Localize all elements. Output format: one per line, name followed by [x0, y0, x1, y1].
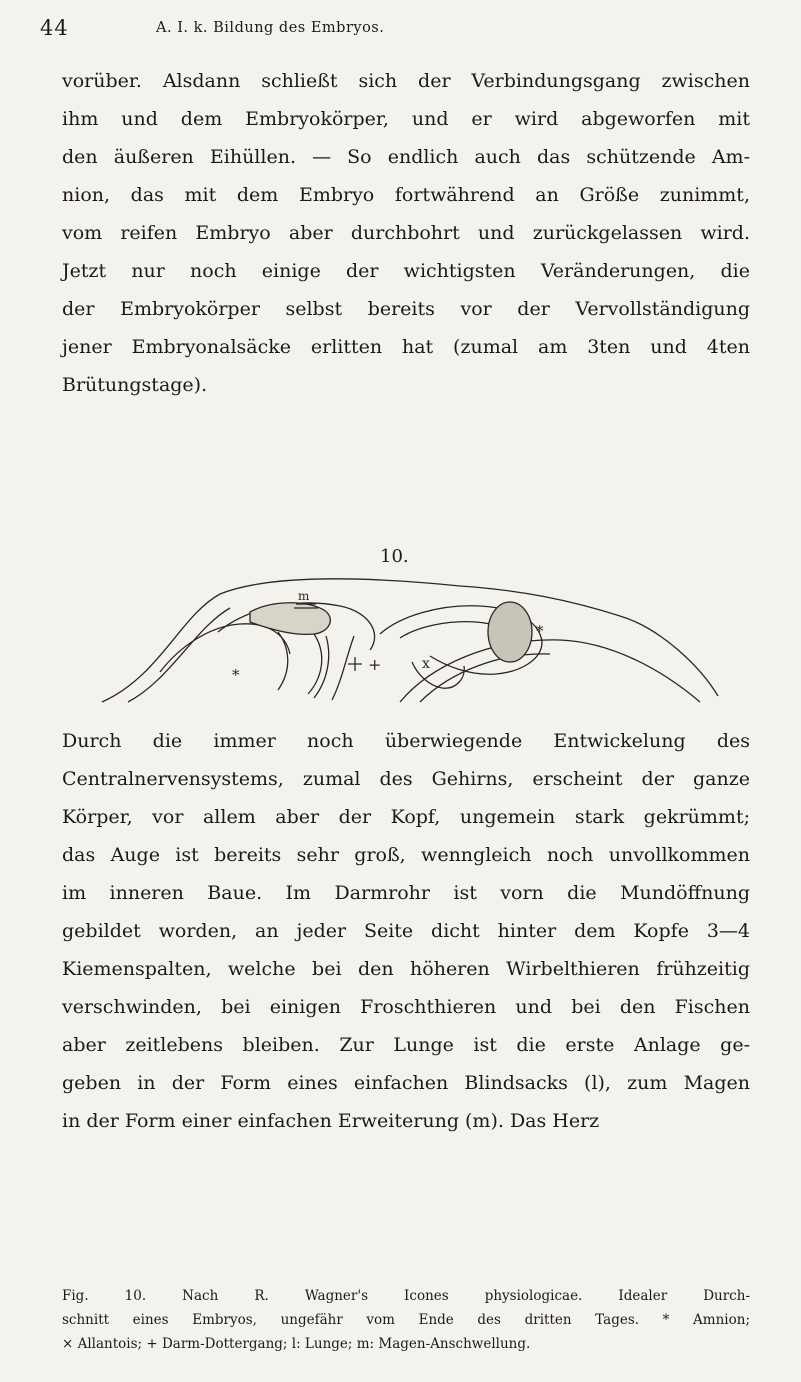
text-line: im inneren Baue. Im Darmrohr ist vorn die Mundöffnung: [62, 882, 750, 904]
text-line: Kiemenspalten, welche bei den höheren Wirbelthieren frühzeitig: [62, 958, 750, 980]
right-membrane-arc: [400, 640, 700, 702]
running-head: [40, 12, 760, 52]
running-title: A. I. k. Bildung des Embryos.: [156, 20, 385, 36]
text-line: Centralnervensystems, zumal des Gehirns, erscheint der ganze: [62, 768, 750, 790]
label-star-top: *: [536, 622, 544, 640]
text-line: Jetzt nur noch einige der wichtigsten Veränderungen, die: [62, 260, 750, 282]
text-line: das Auge ist bereits sehr groß, wenngleich noch unvollkommen: [62, 844, 750, 866]
caption-line: Fig. 10. Nach R. Wagner's Icones physiologicae. Idealer Durch-: [62, 1288, 750, 1304]
text-line: den äußeren Eihüllen. — So endlich auch das schützende Am-: [62, 146, 750, 168]
text-line: verschwinden, bei einigen Froschthieren und bei den Fischen: [62, 996, 750, 1018]
text-line: nion, das mit dem Embryo fortwährend an Größe zunimmt,: [62, 184, 750, 206]
text-line: gebildet worden, an jeder Seite dicht hinter dem Kopfe 3—4: [62, 920, 750, 942]
figure-caption: [62, 1284, 750, 1356]
text-line: geben in der Form eines einfachen Blindsacks (l), zum Magen: [62, 1072, 750, 1094]
caption-line: schnitt eines Embryos, ungefähr vom Ende des dritten Tages. * Amnion;: [62, 1312, 750, 1328]
plus-marker: [348, 657, 362, 671]
text-line: aber zeitlebens bleiben. Zur Lunge ist die erste Anlage ge-: [62, 1034, 750, 1056]
embryo-section-figure: [100, 576, 720, 706]
text-line: vorüber. Alsdann schließt sich der Verbindungsgang zwischen: [62, 70, 750, 92]
caption-line: × Allantois; + Darm-Dottergang; l: Lunge; m: Magen-Anschwellung.: [62, 1336, 531, 1352]
label-star-bottom: *: [232, 666, 240, 684]
text-line: jener Embryonalsäcke erlitten hat (zumal am 3ten und 4ten: [62, 336, 750, 358]
paragraph-2: [62, 722, 750, 1140]
page-number: 44: [40, 16, 69, 40]
brain-vesicle: [250, 603, 330, 635]
figure-number: 10.: [380, 546, 409, 567]
label-x: x: [422, 656, 430, 672]
text-line: ihm und dem Embryokörper, und er wird abgeworfen mit: [62, 108, 750, 130]
text-line: Körper, vor allem aber der Kopf, ungemein stark gekrümmt;: [62, 806, 750, 828]
amnion-fold: [488, 602, 532, 662]
paragraph-1: [62, 62, 750, 404]
head-outline: [160, 624, 290, 672]
text-line: vom reifen Embryo aber durchbohrt und zurückgelassen wird.: [62, 222, 750, 244]
text-line: Brütungstage).: [62, 374, 208, 396]
text-line: Durch die immer noch überwiegende Entwickelung des: [62, 730, 750, 752]
text-line: der Embryokörper selbst bereits vor der Vervollständigung: [62, 298, 750, 320]
left-membrane-line: [128, 608, 230, 702]
text-line: in der Form einer einfachen Erweiterung (m). Das Herz: [62, 1110, 600, 1132]
label-plus: +: [368, 655, 382, 674]
label-m: m: [298, 589, 310, 603]
